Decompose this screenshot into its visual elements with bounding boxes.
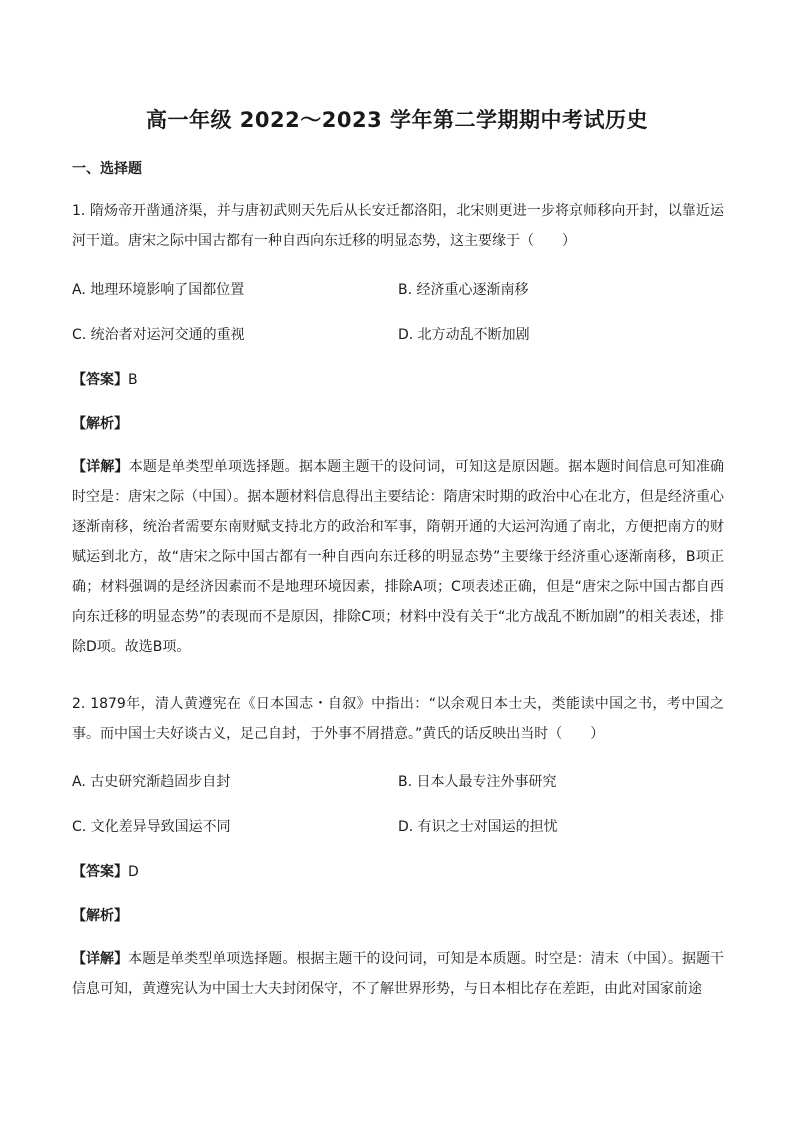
question-2-option-c: C. 文化差异导致国运不同 [72,819,231,835]
analysis-tag: 【解析】 [72,908,128,924]
answer-value: D [128,864,139,880]
question-2-analysis [72,906,128,926]
question-2-answer [72,862,139,882]
detail-text: 本题是单类型单项选择题。据本题主题干的设问词，可知这是原因题。据本题时间信息可知准确时空是：唐宋之际（中国）。据本题材料信息得出主要结论：隋唐宋时期的政治中心在北方，但是经济重心逐渐南移，统治者需要东南财赋支持北方的政治和军事，隋朝开通的大运河沟通了南北，方便把南方的财赋运到北方，故“唐宋之际中国古都有一种自西向东迁移的明显态势”主要缘于经济重心逐渐南移，B项正确；材料强调的是经济因素而不是地理环境因素，排除A项；C项表述正确，但是“唐宋之际中国古都自西向东迁移的明显态势”的表现而不是原因，排除C项；材料中没有关于“北方战乱不断加剧”的相关表述，排除D项。故选B项。 [72,459,725,655]
analysis-tag: 【解析】 [72,416,128,432]
detail-tag: 【详解】 [72,459,129,475]
answer-tag: 【答案】 [72,864,128,880]
page-title: 高一年级 2022～2023 学年第二学期期中考试历史 [145,108,648,132]
detail-text: 本题是单类型单项选择题。根据主题干的设问词，可知是本质题。时空是：清末（中国）。据题干信息可知，黄遵宪认为中国士大夫封闭保守，不了解世界形势，与日本相比存在差距，由此对国家前途 [72,951,725,997]
section-heading: 一、选择题 [72,161,142,177]
question-1-stem: 1. 隋炀帝开凿通济渠，并与唐初武则天先后从长安迁都洛阳，北宋则更进一步将京师移向开封，以靠近运河干道。唐宋之际中国古都有一种自西向东迁移的明显态势，这主要缘于（ ） [72,203,724,249]
question-1-option-a: A. 地理环境影响了国都位置 [72,282,245,298]
detail-tag: 【详解】 [72,951,129,967]
question-1-detail [72,452,724,662]
question-2-option-b: B. 日本人最专注外事研究 [398,774,557,790]
answer-tag: 【答案】 [72,372,128,388]
question-2-option-d: D. 有识之士对国运的担忧 [398,819,558,835]
answer-value: B [128,372,138,388]
question-1-analysis [72,414,128,434]
question-1-option-d: D. 北方动乱不断加剧 [398,327,530,343]
question-1-option-c: C. 统治者对运河交通的重视 [72,327,245,343]
question-2-detail [72,944,724,1004]
question-1-option-b: B. 经济重心逐渐南移 [398,282,529,298]
question-1-answer [72,370,138,390]
question-2-option-a: A. 古史研究渐趋固步自封 [72,774,231,790]
question-2-stem: 2. 1879年，清人黄遵宪在《日本国志・自叙》中指出：“以余观日本士夫，类能读中国之书，考中国之事。而中国士夫好谈古义，足己自封，于外事不屑措意。”黄氏的话反映出当时（ ） [72,696,724,742]
